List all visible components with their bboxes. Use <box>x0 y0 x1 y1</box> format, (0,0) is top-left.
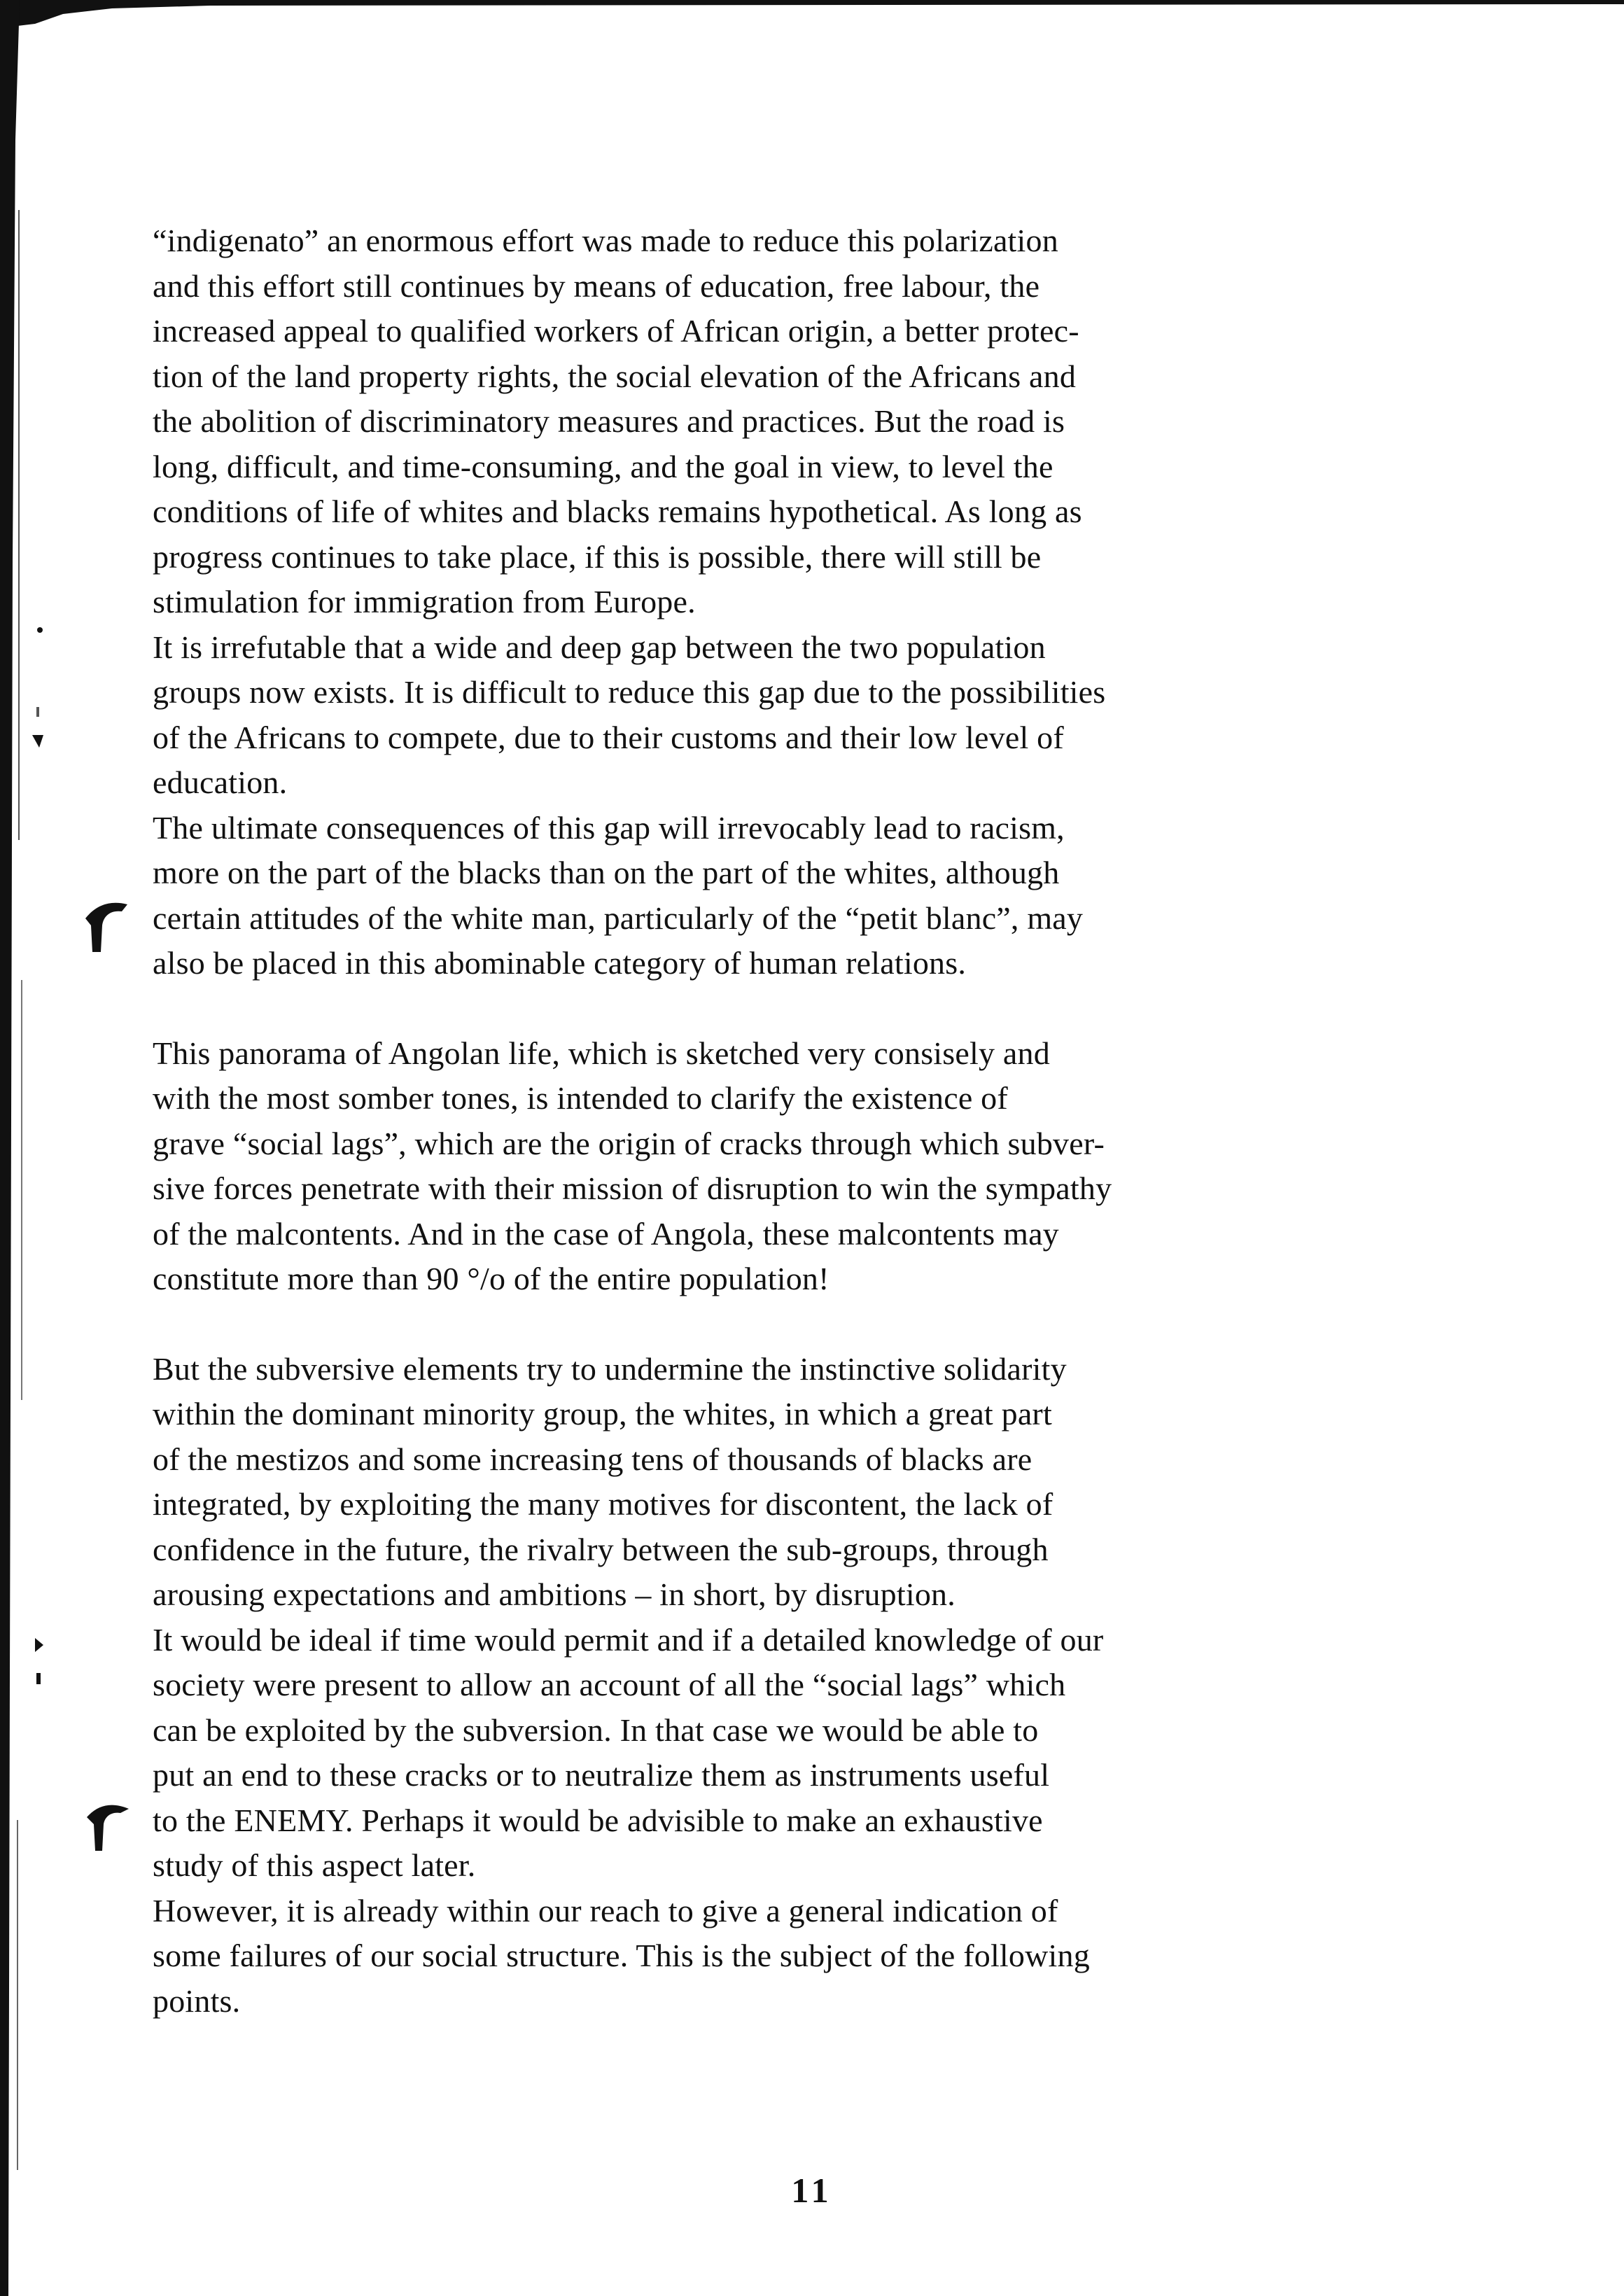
text-line: of the mestizos and some increasing tens of thousands of blacks are <box>153 1441 1032 1477</box>
text-line: and this effort still continues by means of education, free labour, the <box>153 267 1040 304</box>
text-line: stimulation for immigration from Europe. <box>153 584 696 620</box>
text-line: progress continues to take place, if this is possible, there will still be <box>153 538 1042 575</box>
paragraph-3 <box>153 806 1483 986</box>
text-line: tion of the land property rights, the social elevation of the Africans and <box>153 358 1077 394</box>
text-line: “indigenato” an enormous effort was made to reduce this polarization <box>153 223 1058 258</box>
text-line: It would be ideal if time would permit and if a detailed knowledge of our <box>153 1621 1104 1658</box>
text-line: education. <box>153 764 288 800</box>
paragraph-spacer <box>153 1302 1483 1347</box>
page-number: 11 <box>791 2171 833 2210</box>
text-line: The ultimate consequences of this gap will irrevocably lead to racism, <box>153 809 1065 846</box>
text-line: sive forces penetrate with their mission of disruption to win the sympathy <box>153 1170 1112 1206</box>
margin-mark-hook-2 <box>84 1798 133 1854</box>
body-text <box>153 218 1483 2024</box>
paragraph-2 <box>153 625 1483 806</box>
paragraph-5 <box>153 1347 1483 1618</box>
text-line: of the Africans to compete, due to their customs and their low level of <box>153 719 1064 755</box>
paragraph-spacer <box>153 986 1483 1031</box>
paragraph-6 <box>153 1618 1483 1889</box>
text-line: integrated, by exploiting the many motives for discontent, the lack of <box>153 1486 1054 1522</box>
text-line: points. <box>153 1982 241 2019</box>
text-line: also be placed in this abominable category of human relations. <box>153 945 967 981</box>
scan-edge-left <box>0 0 42 2296</box>
paragraph-4 <box>153 1031 1483 1302</box>
text-line: constitute more than 90 °/o of the entire population! <box>153 1261 830 1296</box>
paragraph-1 <box>153 218 1483 625</box>
text-line: But the subversive elements try to undermine the instinctive solidarity <box>153 1350 1067 1387</box>
text-line: This panorama of Angolan life, which is sketched very consisely and <box>153 1035 1050 1071</box>
text-line: of the malcontents. And in the case of Angola, these malcontents may <box>153 1215 1059 1252</box>
text-line: It is irrefutable that a wide and deep gap between the two population <box>153 629 1046 665</box>
text-line: However, it is already within our reach to give a general indication of <box>153 1892 1058 1928</box>
text-line: society were present to allow an account of all the “social lags” which <box>153 1667 1066 1702</box>
margin-mark-arrow-1 <box>32 1638 46 1694</box>
text-line: within the dominant minority group, the whites, in which a great part <box>153 1396 1052 1432</box>
margin-mark-hook-1 <box>83 897 132 953</box>
text-line: conditions of life of whites and blacks remains hypothetical. As long as <box>153 493 1082 529</box>
text-line: arousing expectations and ambitions – in short, by disruption. <box>153 1576 955 1612</box>
text-line: groups now exists. It is difficult to reduce this gap due to the possibilities <box>153 674 1106 710</box>
text-line: certain attitudes of the white man, particularly of the “petit blanc”, may <box>153 899 1084 936</box>
text-line: with the most somber tones, is intended to clarify the existence of <box>153 1080 1008 1116</box>
text-line: the abolition of discriminatory measures and practices. But the road is <box>153 403 1065 439</box>
text-line: put an end to these cracks or to neutralize them as instruments useful <box>153 1757 1050 1793</box>
text-line: grave “social lags”, which are the origin of cracks through which subver- <box>153 1125 1105 1161</box>
text-line: increased appeal to qualified workers of African origin, a better protec- <box>153 313 1079 349</box>
text-line: study of this aspect later. <box>153 1847 476 1883</box>
text-line: confidence in the future, the rivalry between the sub-groups, through <box>153 1531 1049 1567</box>
margin-mark-tick-1 <box>31 707 45 749</box>
margin-mark-dot-1 <box>35 625 45 635</box>
text-line: some failures of our social structure. This is the subject of the following <box>153 1938 1090 1973</box>
text-line: to the ENEMY. Perhaps it would be advisible to make an exhaustive <box>153 1802 1043 1838</box>
text-line: can be exploited by the subversion. In that case we would be able to <box>153 1712 1039 1748</box>
text-line: more on the part of the blacks than on the part of the whites, although <box>153 855 1060 890</box>
paragraph-7 <box>153 1889 1483 2024</box>
text-line: long, difficult, and time-consuming, and the goal in view, to level the <box>153 448 1054 484</box>
scan-edge-top <box>0 0 1624 28</box>
